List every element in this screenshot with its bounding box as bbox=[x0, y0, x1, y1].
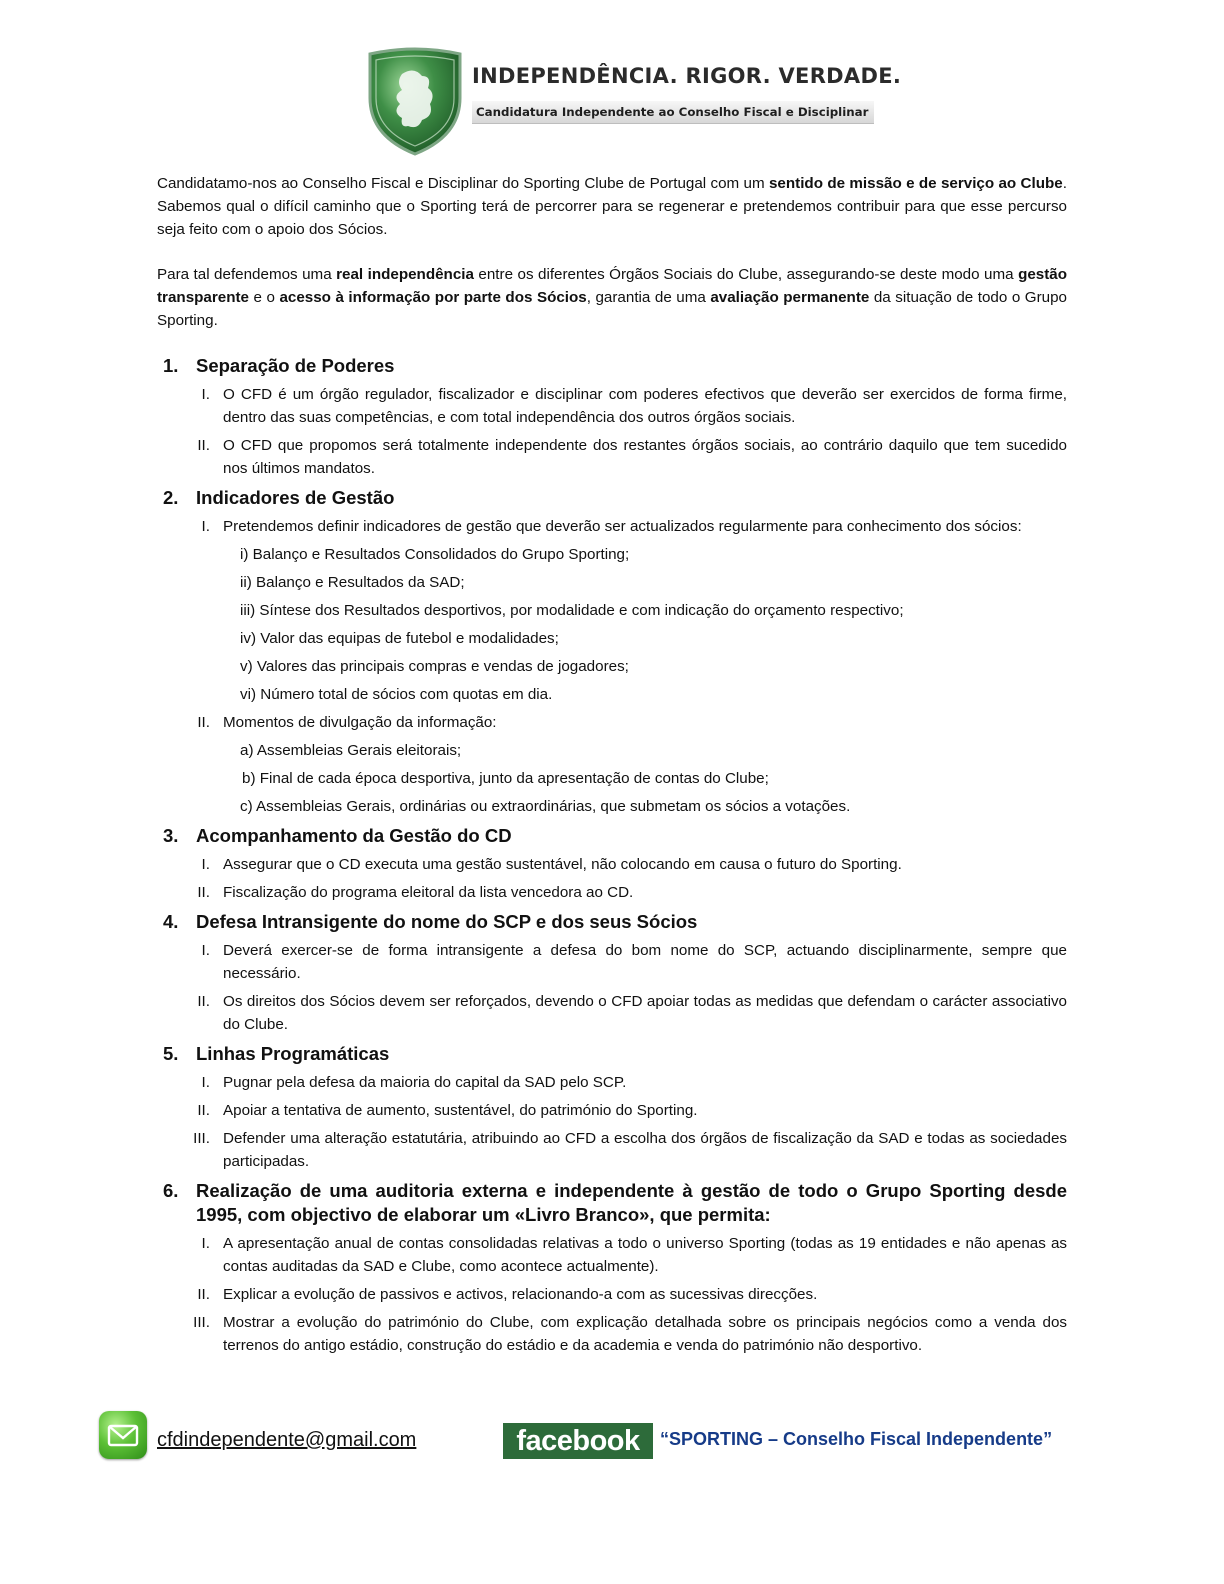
list-item: I. Pretendemos definir indicadores de gestão que deverão ser actualizados regularmente para conhecimento dos sócios: bbox=[201, 518, 1022, 535]
sub-item: a) Assembleias Gerais eleitorais; bbox=[240, 742, 462, 759]
header-title: INDEPENDÊNCIA. RIGOR. VERDADE. bbox=[472, 64, 902, 88]
sub-item: iv) Valor das equipas de futebol e modalidades; bbox=[240, 630, 559, 647]
sub-item: iii) Síntese dos Resultados desportivos, por modalidade e com indicação do orçamento respectivo; bbox=[240, 602, 904, 619]
list-item: I. O CFD é um órgão regulador, fiscalizador e disciplinar com poderes efectivos que deverão ser exercidos de forma firme, dentro das suas competências, e com total independência dos outros órgãos sociais. bbox=[201, 386, 1067, 426]
section-title: Realização de uma auditoria externa e independente à gestão de todo o Grupo Sporting desde 1995, com objectivo de elaborar um «Livro Branco», que permita: bbox=[196, 1180, 1067, 1225]
list-item: III. Defender uma alteração estatutária, atribuindo ao CFD a escolha dos órgãos de fiscalização da SAD e todas as sociedades participadas. bbox=[193, 1130, 1067, 1170]
intro bbox=[157, 172, 1067, 332]
sub-item: c) Assembleias Gerais, ordinárias ou extraordinárias, que submetam os sócios a votações. bbox=[240, 798, 851, 815]
facebook-logo[interactable]: facebook bbox=[503, 1423, 653, 1459]
sub-item: v) Valores das principais compras e vendas de jogadores; bbox=[240, 658, 629, 675]
sections-list bbox=[157, 354, 1067, 1357]
envelope-icon bbox=[99, 1411, 147, 1459]
sub-item: b) Final de cada época desportiva, junto da apresentação de contas do Clube; bbox=[242, 770, 769, 787]
section-number: 3. bbox=[163, 825, 179, 846]
section-acompanhamento-gestao bbox=[157, 824, 1067, 904]
sub-item: i) Balanço e Resultados Consolidados do Grupo Sporting; bbox=[240, 546, 630, 563]
list-item: I. Deverá exercer-se de forma intransigente a defesa do bom nome do SCP, actuando disciplinarmente, sempre que necessário. bbox=[201, 942, 1067, 982]
section-number: 6. bbox=[163, 1180, 179, 1201]
list-item: III. Mostrar a evolução do património do Clube, com explicação detalhada sobre os principais negócios como a venda dos terrenos do antigo estádio, construção do estádio e da academia e venda do património não desportivo. bbox=[193, 1314, 1067, 1354]
section-title: Linhas Programáticas bbox=[196, 1043, 390, 1064]
list-item: II. O CFD que propomos será totalmente independente dos restantes órgãos sociais, ao contrário daquilo que tem sucedido nos últimos mandatos. bbox=[197, 437, 1067, 477]
email-link[interactable]: cfdindependente@gmail.com bbox=[157, 1429, 417, 1451]
list-item: II. Momentos de divulgação da informação: bbox=[197, 714, 497, 731]
sporting-lion-shield-icon bbox=[362, 46, 468, 156]
section-number: 2. bbox=[163, 487, 179, 508]
section-number: 4. bbox=[163, 911, 179, 932]
list-item: II. Os direitos dos Sócios devem ser reforçados, devendo o CFD apoiar todas as medidas que defendam o carácter associativo do Clube. bbox=[197, 993, 1067, 1033]
section-number: 1. bbox=[163, 355, 179, 376]
facebook-page-name: “SPORTING – Conselho Fiscal Independente” bbox=[660, 1429, 1053, 1449]
sub-item: vi) Número total de sócios com quotas em dia. bbox=[240, 686, 553, 703]
list-item: I. A apresentação anual de contas consolidadas relativas a todo o universo Sporting (todas as 19 entidades e não apenas as contas auditadas da SAD e Clube, como acontece actualmente). bbox=[201, 1235, 1067, 1275]
section-title: Indicadores de Gestão bbox=[196, 487, 395, 508]
section-indicadores-gestao bbox=[157, 486, 1067, 818]
list-item: II. Explicar a evolução de passivos e activos, relacionando-a com as sucessivas direcções. bbox=[197, 1286, 818, 1303]
section-separacao-poderes bbox=[157, 354, 1067, 480]
section-auditoria-externa bbox=[157, 1179, 1067, 1357]
list-item: I. Pugnar pela defesa da maioria do capital da SAD pelo SCP. bbox=[201, 1074, 627, 1091]
section-linhas-programaticas bbox=[157, 1042, 1067, 1173]
header bbox=[362, 46, 902, 156]
header-subtitle: Candidatura Independente ao Conselho Fiscal e Disciplinar bbox=[472, 101, 874, 124]
section-number: 5. bbox=[163, 1043, 179, 1064]
intro-paragraph-2: Para tal defendemos uma real independência entre os diferentes Órgãos Sociais do Clube, assegurando-se deste modo uma gestão transparente e o acesso à informação por parte dos Sócios, garantia de uma avaliação permanente da situação de todo o Grupo Sporting. bbox=[157, 266, 1068, 329]
mail-icon bbox=[99, 1411, 147, 1459]
section-title: Defesa Intransigente do nome do SCP e dos seus Sócios bbox=[196, 911, 698, 932]
section-defesa-intransigente bbox=[157, 910, 1067, 1036]
list-item: II. Fiscalização do programa eleitoral da lista vencedora ao CD. bbox=[197, 884, 634, 901]
sub-item: ii) Balanço e Resultados da SAD; bbox=[240, 574, 465, 591]
section-title: Acompanhamento da Gestão do CD bbox=[196, 825, 512, 846]
intro-paragraph-1: Candidatamo-nos ao Conselho Fiscal e Disciplinar do Sporting Clube de Portugal com um sentido de missão e de serviço ao Clube. Sabemos qual o difícil caminho que o Sporting terá de percorrer para se regenerar e pretendemos contribuir para que esse percurso seja feito com o apoio dos Sócios. bbox=[157, 175, 1067, 238]
list-item: I. Assegurar que o CD executa uma gestão sustentável, não colocando em causa o futuro do Sporting. bbox=[201, 856, 902, 873]
list-item: II. Apoiar a tentativa de aumento, sustentável, do património do Sporting. bbox=[197, 1102, 698, 1119]
section-title: Separação de Poderes bbox=[196, 355, 395, 376]
